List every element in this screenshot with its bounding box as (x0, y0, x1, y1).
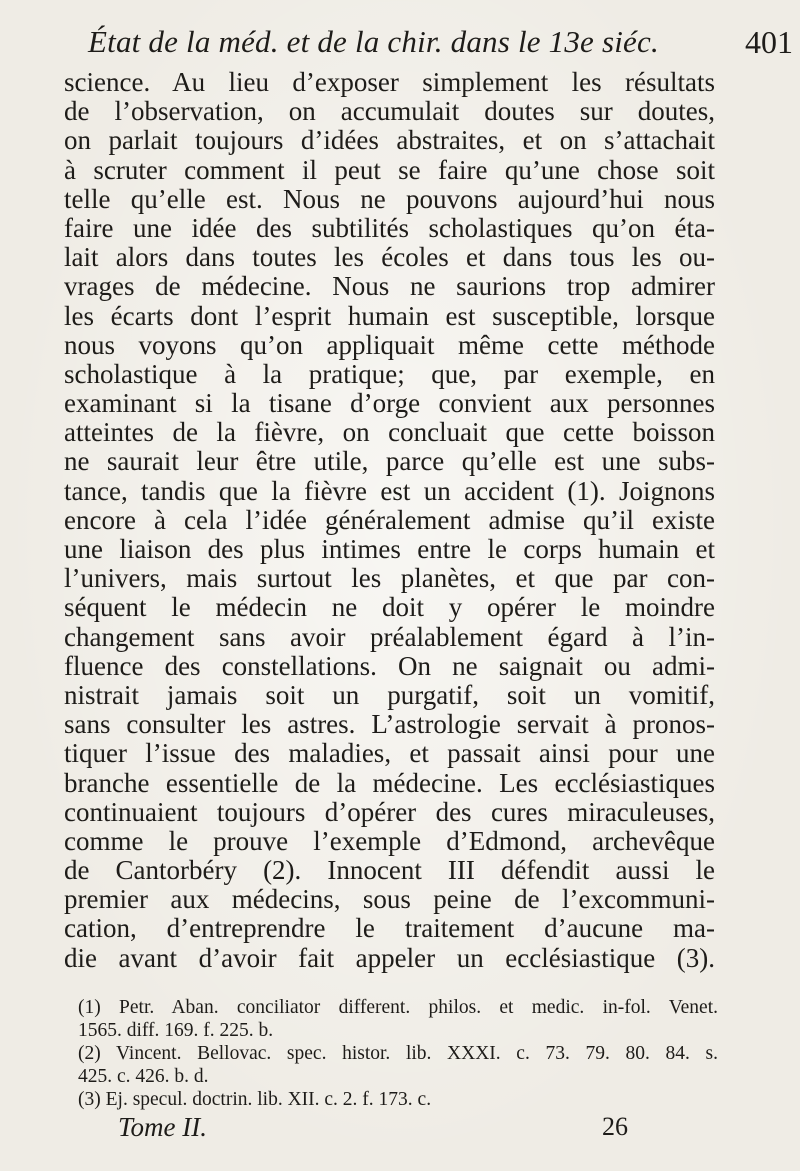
text-line: tiquer l’issue des maladies, et passait ainsi pour une (64, 738, 715, 769)
text-line: cation, d’entreprendre le traitement d’aucune ma- (64, 913, 715, 944)
text-line: scholastique à la pratique; que, par exemple, en (64, 358, 715, 389)
text-line: nous voyons qu’on appliquait même cette méthode (64, 329, 715, 360)
page-footer (118, 1112, 628, 1152)
body-text (64, 68, 715, 973)
footnote-1: (1) Petr. Aban. conciliator different. philos. et medic. in-fol. Venet. (78, 997, 718, 1018)
footnote-3: (3) Ej. specul. doctrin. lib. XII. c. 2. f. 173. c. (78, 1089, 432, 1110)
volume-signature: Tome II. (118, 1112, 208, 1142)
text-line: telle qu’elle est. Nous ne pouvons aujourd’hui nous (64, 183, 715, 214)
text-line: à scruter comment il peut se faire qu’une chose soit (64, 154, 715, 185)
text-line: les écarts dont l’esprit humain est susceptible, lorsque (64, 300, 715, 331)
text-line: de l’observation, on accumulait doutes sur doutes, (64, 96, 715, 127)
footnote-2: (2) Vincent. Bellovac. spec. histor. lib. XXXI. c. 73. 79. 80. 84. s. (78, 1043, 718, 1064)
text-line: séquent le médecin ne doit y opérer le moindre (64, 592, 715, 623)
text-line: premier aux médecins, sous peine de l’excommuni- (64, 884, 715, 915)
text-line: on parlait toujours d’idées abstraites, et on s’attachait (64, 125, 715, 156)
text-line: branche essentielle de la médecine. Les ecclésiastiques (64, 767, 715, 798)
running-title: État de la méd. et de la chir. dans le 13e siéc. (88, 24, 659, 59)
footnote-1-continued: 1565. diff. 169. f. 225. b. (78, 1020, 274, 1041)
text-line: de Cantorbéry (2). Innocent III défendit aussi le (64, 855, 715, 886)
text-line: fluence des constellations. On ne saignait ou admi- (64, 650, 715, 681)
text-line: encore à cela l’idée généralement admise qu’il existe (64, 504, 715, 535)
footnotes (78, 996, 718, 1111)
text-line: die avant d’avoir fait appeler un ecclésiastique (3). (64, 942, 715, 973)
text-line: science. Au lieu d’exposer simplement les résultats (64, 67, 715, 97)
text-line: examinant si la tisane d’orge convient aux personnes (64, 388, 715, 419)
text-line: tance, tandis que la fièvre est un accident (1). Joignons (64, 475, 715, 506)
text-line: atteintes de la fièvre, on concluait que cette boisson (64, 417, 715, 448)
text-line: continuaient toujours d’opérer des cures miraculeuses, (64, 796, 715, 827)
text-line: lait alors dans toutes les écoles et dans tous les ou- (64, 242, 715, 273)
page-header (88, 24, 793, 68)
text-line: ne saurait leur être utile, parce qu’elle est une subs- (64, 446, 715, 477)
page-number: 401 (745, 24, 793, 60)
text-line: comme le prouve l’exemple d’Edmond, archevêque (64, 825, 715, 856)
sheet-number: 26 (602, 1112, 628, 1141)
footnote-2-continued: 425. c. 426. b. d. (78, 1066, 209, 1087)
text-line: vrages de médecine. Nous ne saurions trop admirer (64, 271, 715, 302)
text-line: une liaison des plus intimes entre le corps humain et (64, 534, 715, 564)
text-line: sans consulter les astres. L’astrologie servait à pronos- (64, 709, 715, 740)
text-line: changement sans avoir préalablement égard à l’in- (64, 621, 715, 652)
text-line: faire une idée des subtilités scholastiques qu’on éta- (64, 212, 715, 243)
text-line: l’univers, mais surtout les planètes, et que par con- (64, 563, 715, 594)
text-line: nistrait jamais soit un purgatif, soit un vomitif, (64, 679, 715, 710)
